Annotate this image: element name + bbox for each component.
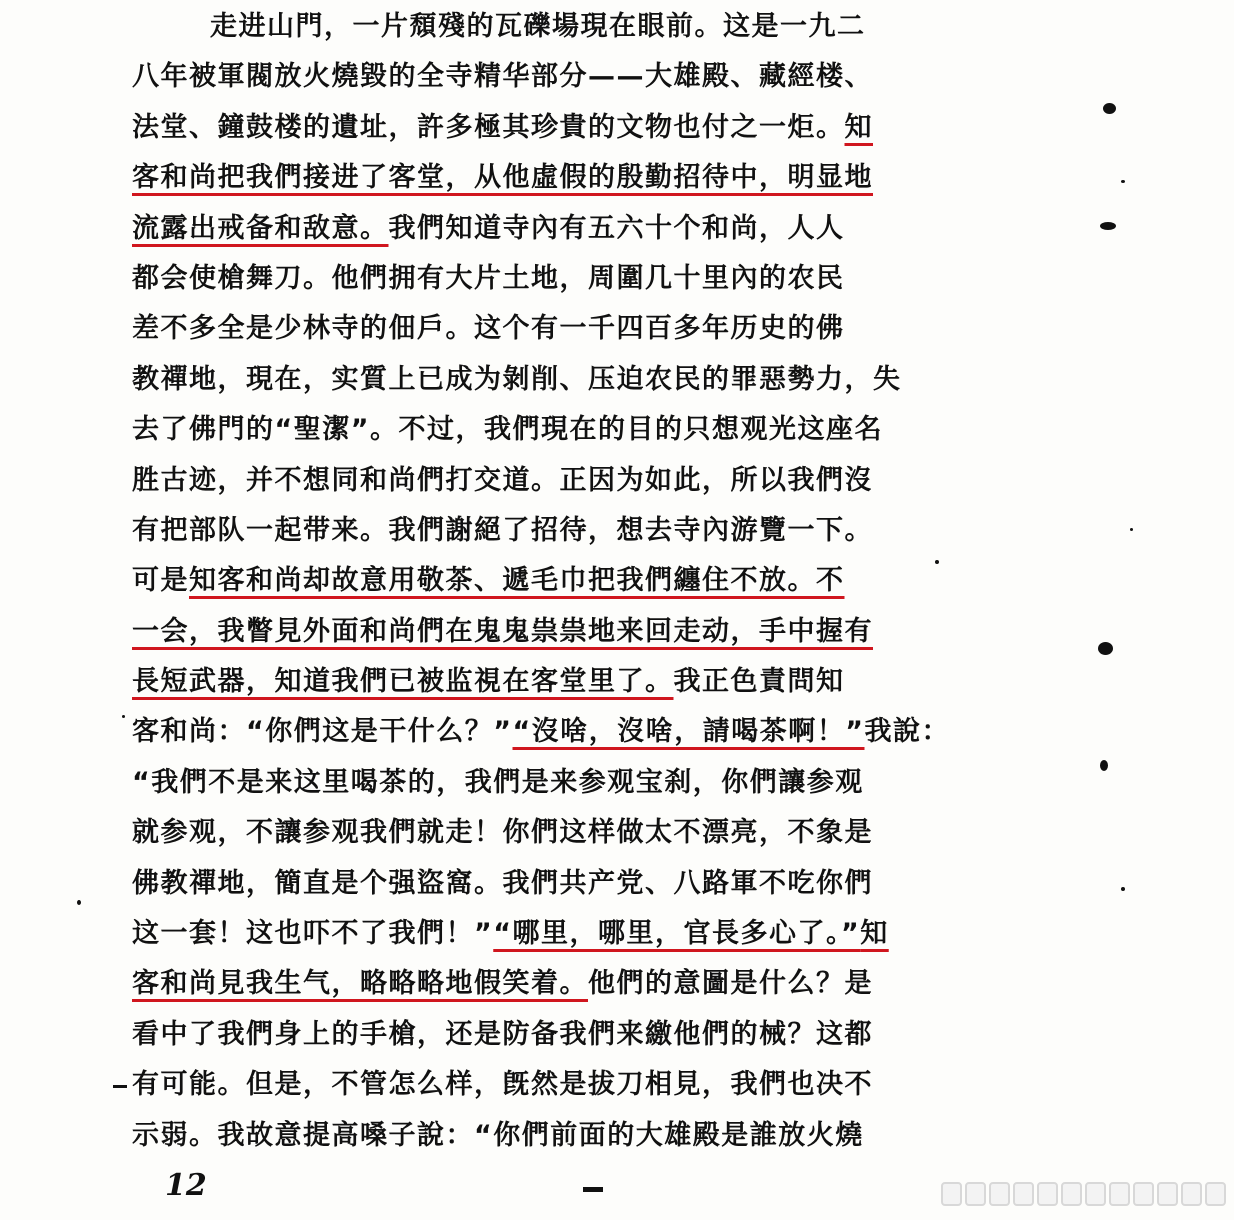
text-segment: 走进山門，一片頹殘的瓦礫場現在眼前。这是一九二 (210, 11, 866, 42)
text-line (132, 355, 952, 405)
text-line (132, 959, 952, 1009)
text-line (132, 103, 952, 153)
text-segment: 客和尚：“你們这是干什么？” (132, 716, 513, 748)
text-line (132, 859, 952, 909)
text-segment: 我說： (864, 716, 950, 748)
text-line (132, 758, 952, 808)
text-segment: 我們知道寺內有五六十个和尚，人人 (388, 212, 845, 244)
scan-mark (583, 1187, 603, 1192)
text-line (132, 1010, 952, 1060)
text-line (132, 405, 952, 455)
scan-speck (77, 900, 81, 905)
text-line (132, 556, 952, 606)
text-segment: 他們的意圖是什么？是 (588, 968, 873, 1000)
text-segment: 去了佛門的“聖潔”。不过，我們現在的目的只想观光这座名 (132, 414, 883, 446)
text-line (132, 1060, 952, 1110)
text-line (132, 2, 952, 52)
text-segment: 有把部队一起带来。我們謝絕了招待，想去寺內游覽一下。 (132, 514, 873, 546)
underlined-passage: 客和尚見我生气，略略略地假笑着。 (132, 968, 588, 1000)
watermark (941, 1182, 1226, 1206)
text-segment: 佛教禪地，簡直是个强盜窩。我們共产党、八路軍不吃你們 (132, 867, 873, 899)
text-segment: 有可能。但是，不管怎么样，旣然是拔刀相見，我們也决不 (132, 1069, 873, 1101)
text-segment: 胜古迹，并不想同和尚們打交道。正因为如此，所以我們沒 (132, 464, 873, 496)
text-line (132, 506, 952, 556)
text-segment: 我正色責問知 (673, 666, 845, 698)
underlined-passage: 客和尚把我們接进了客堂，从他虛假的殷勤招待中，明显地 (132, 162, 873, 194)
scan-speck (1100, 760, 1108, 771)
text-segment: 就参观，不讓参观我們就走！你們这样做太不漂亮，不象是 (132, 817, 873, 849)
scan-speck (1100, 222, 1116, 230)
scan-speck (1103, 103, 1116, 114)
underlined-passage: 知 (844, 111, 873, 143)
text-segment: 八年被軍閥放火燒毀的全寺精华部分——大雄殿、藏經楼、 (132, 61, 873, 93)
text-line (132, 153, 952, 203)
scan-speck (1121, 180, 1125, 183)
text-segment: 法堂、鐘鼓楼的遺址，許多極其珍貴的文物也付之一炬。 (132, 111, 845, 143)
scan-speck (122, 715, 125, 718)
text-line (132, 204, 952, 254)
text-segment: 示弱。我故意提高嗓子說：“你們前面的大雄殿是誰放火燒 (132, 1119, 864, 1151)
text-line (132, 456, 952, 506)
text-segment: 这一套！这也吓不了我們！” (132, 918, 494, 950)
scan-speck (935, 560, 939, 564)
text-line (132, 304, 952, 354)
underlined-passage: 長短武器，知道我們已被监視在客堂里了。 (132, 666, 674, 698)
scan-speck (1098, 642, 1113, 655)
text-segment: 教禪地，現在，实質上已成为剝削、压迫农民的罪惡勢力，失 (132, 363, 902, 395)
text-line (132, 254, 952, 304)
text-segment: 可是 (132, 565, 189, 597)
scan-speck (1121, 887, 1125, 891)
text-line (132, 607, 952, 657)
underlined-passage: “沒啥，沒啥，請喝茶啊！” (512, 716, 865, 748)
underlined-passage: 一会，我瞥見外面和尚們在鬼鬼祟祟地来回走动，手中握有 (132, 615, 873, 647)
text-line (132, 1111, 952, 1161)
text-segment: 差不多全是少林寺的佃戶。这个有一千四百多年历史的佛 (132, 313, 845, 345)
underlined-passage: 知 (860, 918, 889, 950)
text-line (132, 707, 952, 757)
text-segment: “我們不是来这里喝茶的，我們是来参观宝刹，你們讓参观 (132, 766, 864, 798)
underlined-passage: 流露出戒备和敌意。 (132, 212, 389, 244)
text-segment: 都会使槍舞刀。他們拥有大片土地，周圍几十里內的农民 (132, 262, 845, 294)
text-segment: 看中了我們身上的手槍，还是防备我們来繳他們的械？这都 (132, 1018, 873, 1050)
underlined-passage: 知客和尚却故意用敬茶、遞毛巾把我們纏住不放。不 (189, 565, 845, 597)
scan-mark (113, 1085, 127, 1088)
scan-speck (1130, 528, 1133, 531)
page-number: 12 (165, 1168, 207, 1203)
underlined-passage: “哪里，哪里，官長多心了。” (493, 918, 861, 950)
text-line (132, 808, 952, 858)
body-text (132, 2, 952, 1161)
text-line (132, 657, 952, 707)
text-line (132, 909, 952, 959)
text-line (132, 52, 952, 102)
